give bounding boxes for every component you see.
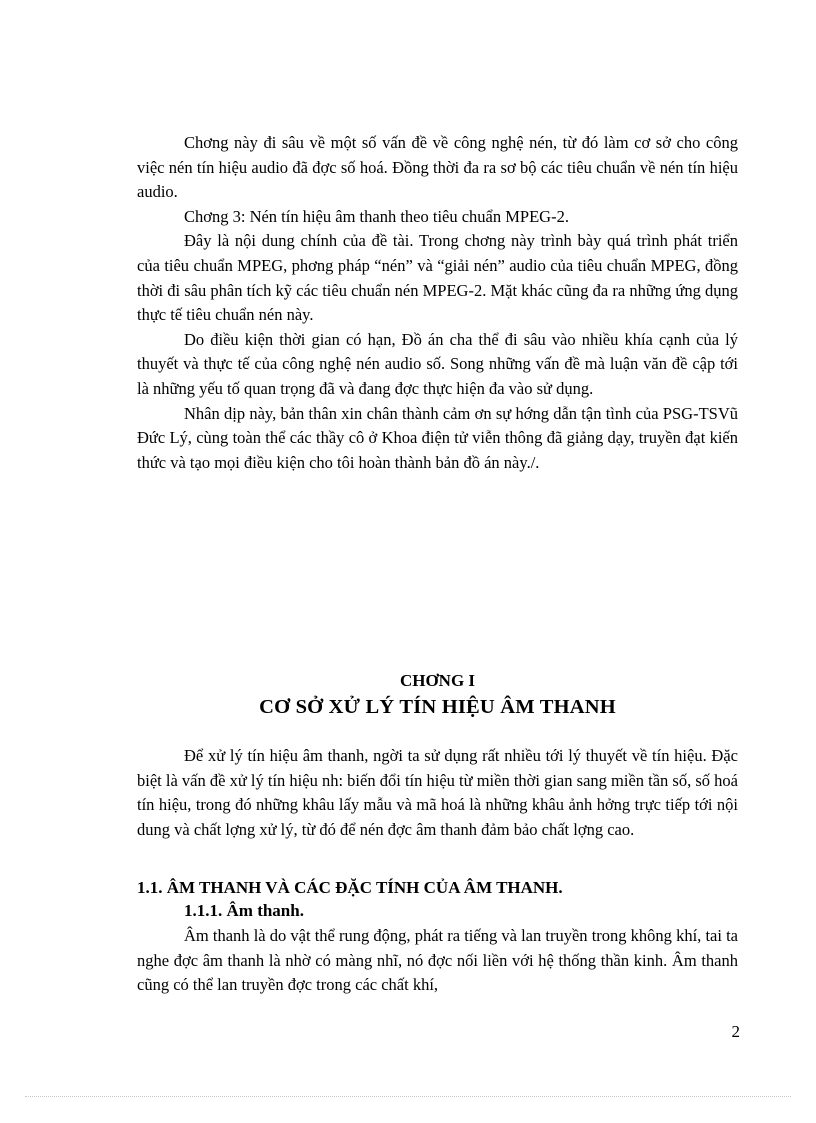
paragraph: Do điều kiện thời gian có hạn, Đồ án cha thể đi sâu vào nhiều khía cạnh của lý thuyết và thực tế của công nghệ nén audio số. Song những vấn đề mà luận văn đề cập tới là những yếu tố quan trọng đã và đang đợc thực hiện đa vào sử dụng.: [137, 329, 738, 398]
page-number: 2: [731, 1022, 740, 1041]
subsection-heading: 1.1.1. Âm thanh.: [184, 901, 304, 920]
chapter-label: CHƠNG I: [399, 671, 476, 690]
paragraph: Để xử lý tín hiệu âm thanh, ngời ta sử dụng rất nhiều tới lý thuyết về tín hiệu. Đặc biệt là vấn đề xử lý tín hiệu nh: biến đổi tín hiệu từ miền thời gian sang miền tần số, số hoá tín hiệu, trong đó những khâu lấy mẫu và mã hoá là những khâu ảnh hởng trực tiếp tới nội dung và chất lợng xử lý, từ đó để nén đợc âm thanh đảm bảo chất lợng cao.: [137, 746, 738, 839]
paragraph: Chơng này đi sâu về một số vấn đề về công nghệ nén, từ đó làm cơ sở cho công việc nén tín hiệu audio đã đợc số hoá. Đồng thời đa ra sơ bộ các tiêu chuẩn về nén tín hiệu audio.: [137, 133, 738, 202]
paragraph: Đây là nội dung chính của đề tài. Trong chơng này trình bày quá trình phát triển của tiêu chuẩn MPEG, phơng pháp “nén” và “giải nén” audio của tiêu chuẩn MPEG, đồng thời đi sâu phân tích kỹ các tiêu chuẩn nén MPEG-2. Mặt khác cũng đa ra những ứng dụng thực tế tiêu chuẩn nén này.: [137, 231, 738, 325]
body-text-intro: [137, 744, 738, 842]
paragraph: Nhân dịp này, bản thân xin chân thành cảm ơn sự hớng dẫn tận tình của PSG-TSVũ Đức Lý, cùng toàn thể các thầy cô ở Khoa điện tử viễn thông đã giảng dạy, truyền đạt kiến thức và tạo mọi điều kiện cho tôi hoàn thành bản đồ án này./.: [137, 403, 738, 472]
chapter-title: CƠ SỞ XỬ LÝ TÍN HIỆU ÂM THANH: [259, 696, 616, 718]
paragraph: Âm thanh là do vật thể rung động, phát ra tiếng và lan truyền trong không khí, tai ta nghe đợc âm thanh là nhờ có màng nhĩ, nó đợc nối liền với hệ thống thần kinh. Âm thanh cũng có thể lan truyền đợc trong các chất khí,: [137, 926, 738, 995]
paragraph: Chơng 3: Nén tín hiệu âm thanh theo tiêu chuẩn MPEG-2.: [184, 206, 569, 226]
footer-divider: [25, 1096, 791, 1097]
body-text-top: [137, 131, 738, 475]
section-heading: 1.1. ÂM THANH VÀ CÁC ĐẶC TÍNH CỦA ÂM THANH.: [137, 878, 563, 897]
body-text-last: [137, 924, 738, 998]
